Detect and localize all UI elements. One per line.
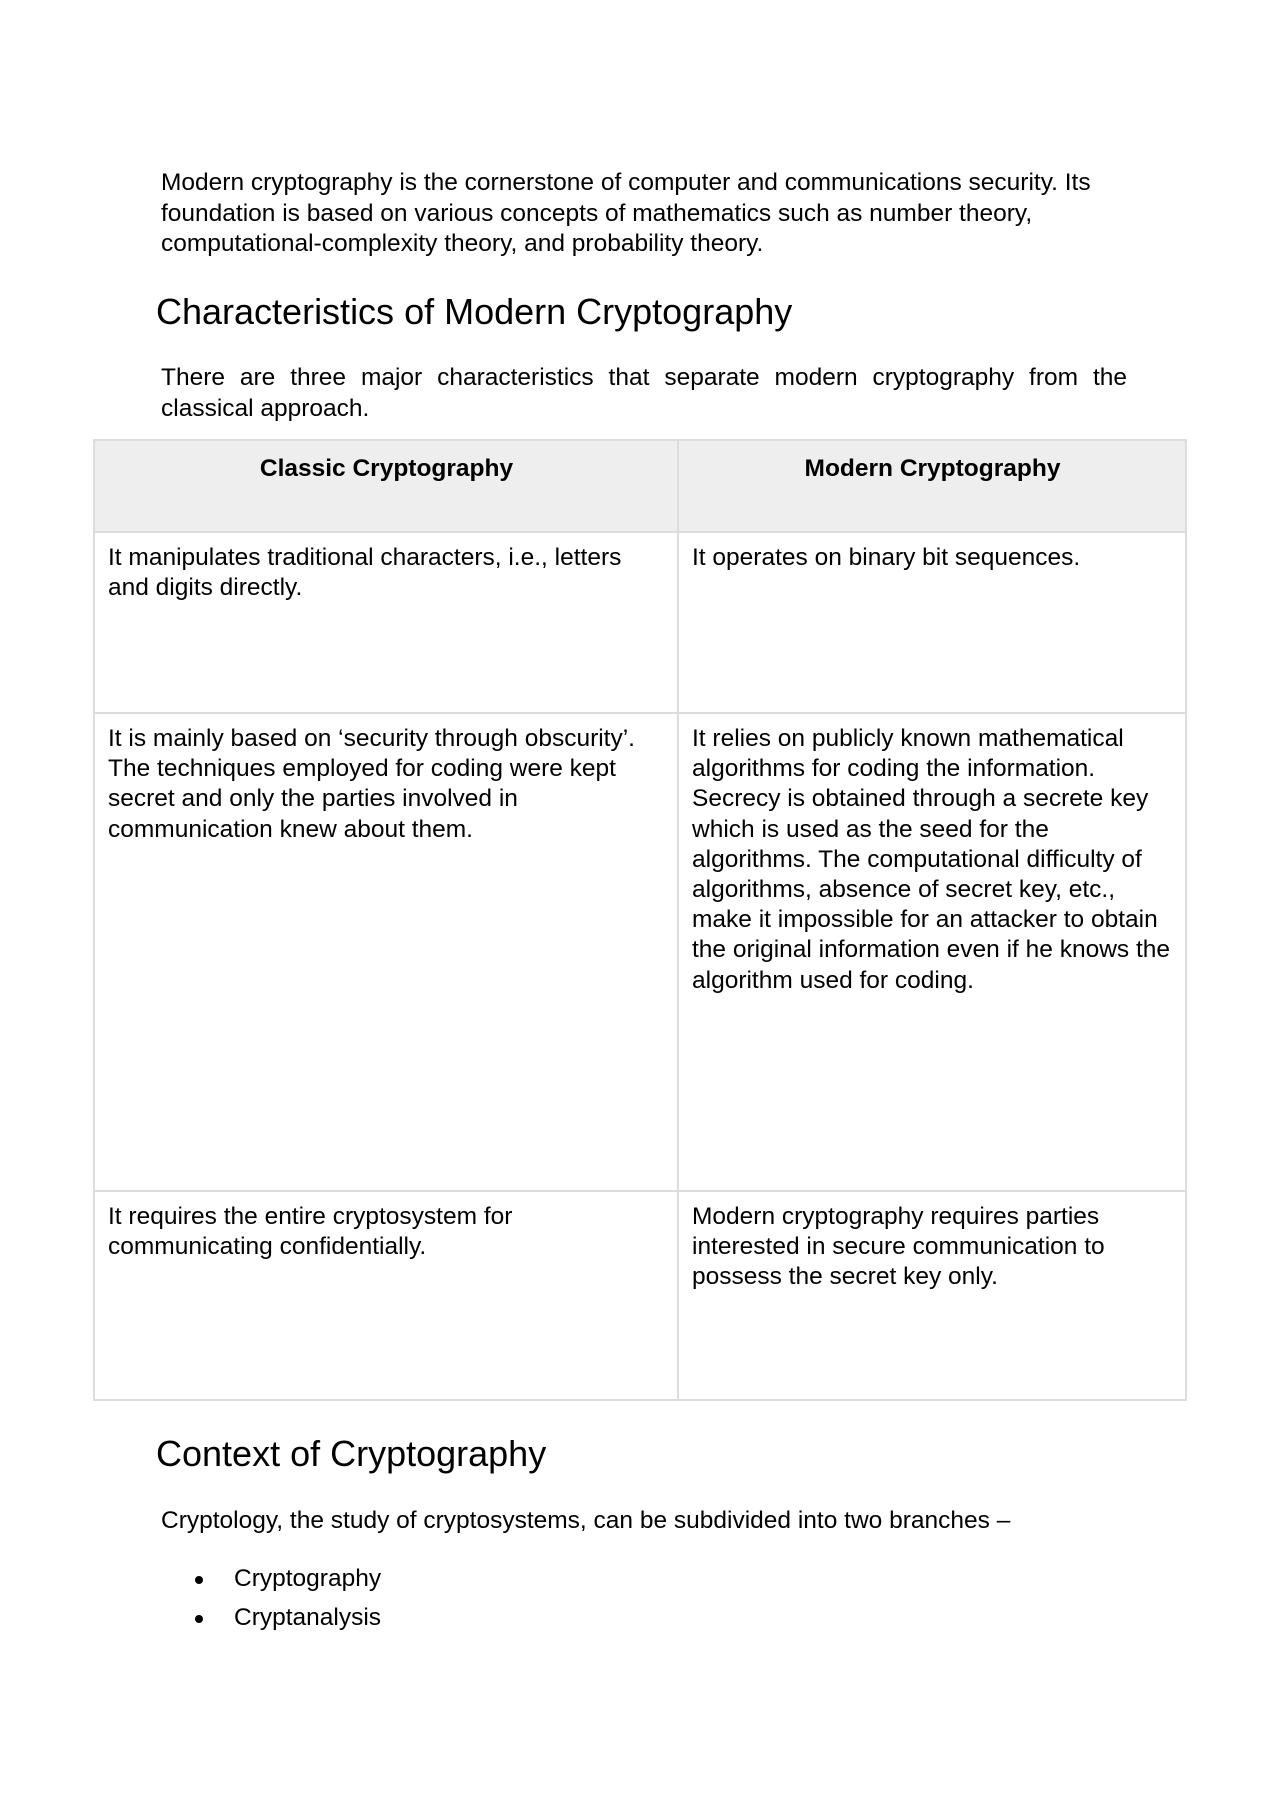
intro-paragraph: Modern cryptography is the cornerstone of computer and communications security. Its foundation is based on various concepts of mathematics such as number theory, computational-complexity theory, and probability theory. bbox=[161, 169, 1091, 257]
list-item-label: Cryptography bbox=[234, 1565, 382, 1592]
table-row bbox=[94, 713, 1186, 1191]
modern-cell: Modern cryptography requires parties interested in secure communication to possess the secret key only. bbox=[678, 1191, 1186, 1400]
list-item bbox=[161, 1564, 381, 1603]
characteristics-lead-paragraph: There are three major characteristics that separate modern cryptography from the classical approach. bbox=[161, 364, 1127, 422]
list-item-label: Cryptanalysis bbox=[234, 1604, 382, 1631]
bullet-icon bbox=[195, 1615, 203, 1623]
header-modern-cryptography: Modern Cryptography bbox=[678, 440, 1186, 532]
comparison-table bbox=[93, 439, 1187, 1401]
header-classic-cryptography: Classic Cryptography bbox=[94, 440, 678, 532]
table-row bbox=[94, 532, 1186, 713]
classic-cell: It manipulates traditional characters, i.e., letters and digits directly. bbox=[94, 532, 678, 713]
context-paragraph: Cryptology, the study of cryptosystems, can be subdivided into two branches – bbox=[161, 1507, 1011, 1534]
list-item bbox=[161, 1603, 381, 1642]
modern-cell: It operates on binary bit sequences. bbox=[678, 532, 1186, 713]
section-heading-characteristics: Characteristics of Modern Cryptography bbox=[156, 291, 793, 332]
bullet-icon bbox=[195, 1576, 203, 1584]
branches-list bbox=[161, 1564, 381, 1642]
section-heading-context: Context of Cryptography bbox=[156, 1433, 547, 1474]
table-header-row bbox=[94, 440, 1186, 532]
table-row bbox=[94, 1191, 1186, 1400]
classic-cell: It is mainly based on ‘security through obscurity’. The techniques employed for coding were kept secret and only the parties involved in communication knew about them. bbox=[94, 713, 678, 1191]
modern-cell: It relies on publicly known mathematical algorithms for coding the information. Secrecy is obtained through a secrete key which is used as the seed for the algorithms. The computational difficulty of algorithms, absence of secret key, etc., make it impossible for an attacker to obtain the original information even if he knows the algorithm used for coding. bbox=[678, 713, 1186, 1191]
classic-cell: It requires the entire cryptosystem for communicating confidentially. bbox=[94, 1191, 678, 1400]
